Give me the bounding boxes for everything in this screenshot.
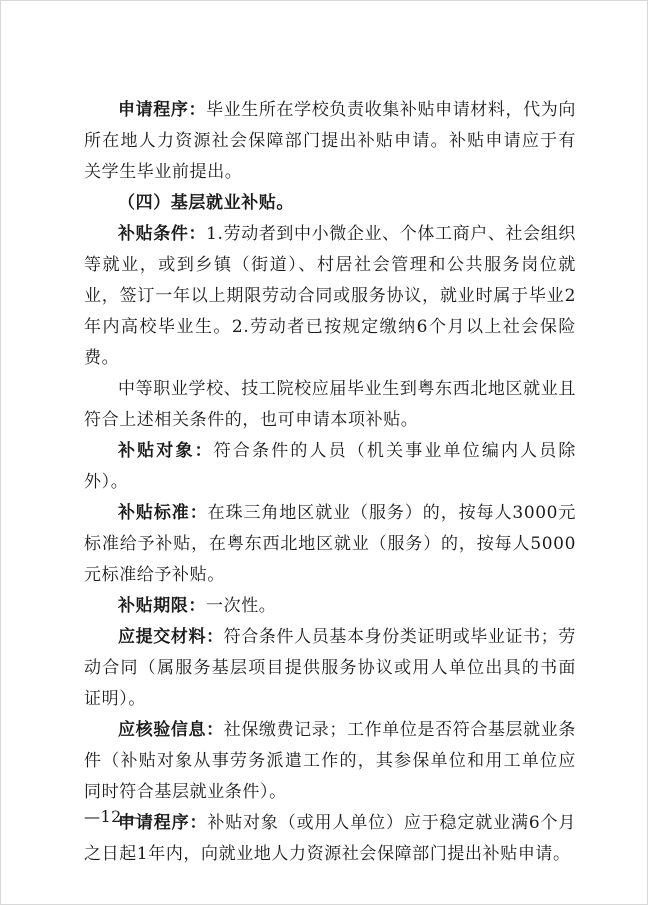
paragraph-label: 应核验信息： [118, 720, 224, 740]
paragraph-label: 补贴标准： [118, 503, 208, 523]
paragraph-text: 毕业生所在学校负责收集补贴申请材料，代为向所在地人力资源社会保障部门提出补贴申请。补贴申请应于有关学生毕业前提出。 [84, 100, 576, 182]
paragraph-text: 补贴对象（或用人单位）应于稳定就业满6个月之日起1年内，向就业地人力资源社会保障部门提出补贴申请。 [84, 813, 577, 864]
paragraph-label: 申请程序： [118, 100, 207, 120]
paragraph-text: 符合条件的人员（机关事业单位编内人员除外）。 [84, 441, 577, 492]
paragraph-subsidy-period [84, 591, 576, 622]
paragraph-subsidy-conditions [84, 219, 576, 374]
paragraph-required-materials [84, 622, 576, 715]
paragraph-subsidy-standard [84, 498, 576, 591]
paragraph-text: 在珠三角地区就业（服务）的，按每人3000元标准给予补贴，在粤东西北地区就业（服务）的，按每人5000元标准给予补贴。 [84, 503, 576, 585]
paragraph-vocational-graduates [84, 374, 576, 436]
paragraph-application-procedure [84, 95, 576, 188]
document-body [84, 95, 576, 870]
paragraph-label: 补贴条件： [118, 224, 207, 244]
paragraph-label: 应提交材料： [118, 627, 224, 647]
paragraph-text: 中等职业学校、技工院校应届毕业生到粤东西北地区就业且符合上述相关条件的，也可申请本项补贴。 [84, 379, 576, 430]
paragraph-text: 社保缴费记录；工作单位是否符合基层就业条件（补贴对象从事劳务派遣工作的，其参保单位和用工单位应同时符合基层就业条件）。 [84, 720, 576, 802]
paragraph-application-procedure-2 [84, 808, 576, 870]
paragraph-label: 补贴对象： [118, 441, 214, 461]
paragraph-label: 补贴期限： [118, 596, 206, 616]
paragraph-text: 一次性。 [206, 596, 277, 616]
paragraph-subsidy-target [84, 436, 576, 498]
paragraph-text: 符合条件人员基本身份类证明或毕业证书；劳动合同（属服务基层项目提供服务协议或用人单位出具的书面证明）。 [84, 627, 576, 709]
paragraph-label: 申请程序： [118, 813, 208, 833]
paragraph-verification-info [84, 715, 576, 808]
page-number: —12— [84, 807, 139, 826]
paragraph-text: 1.劳动者到中小微企业、个体工商户、社会组织等就业，或到乡镇（街道）、村居社会管理和公共服务岗位就业，签订一年以上期限劳动合同或服务协议，就业时属于毕业2年内高校毕业生。2.劳动者已按规定缴纳6个月以上社会保险费。 [84, 224, 577, 368]
section-heading-grassroots-subsidy: （四）基层就业补贴。 [118, 193, 294, 213]
